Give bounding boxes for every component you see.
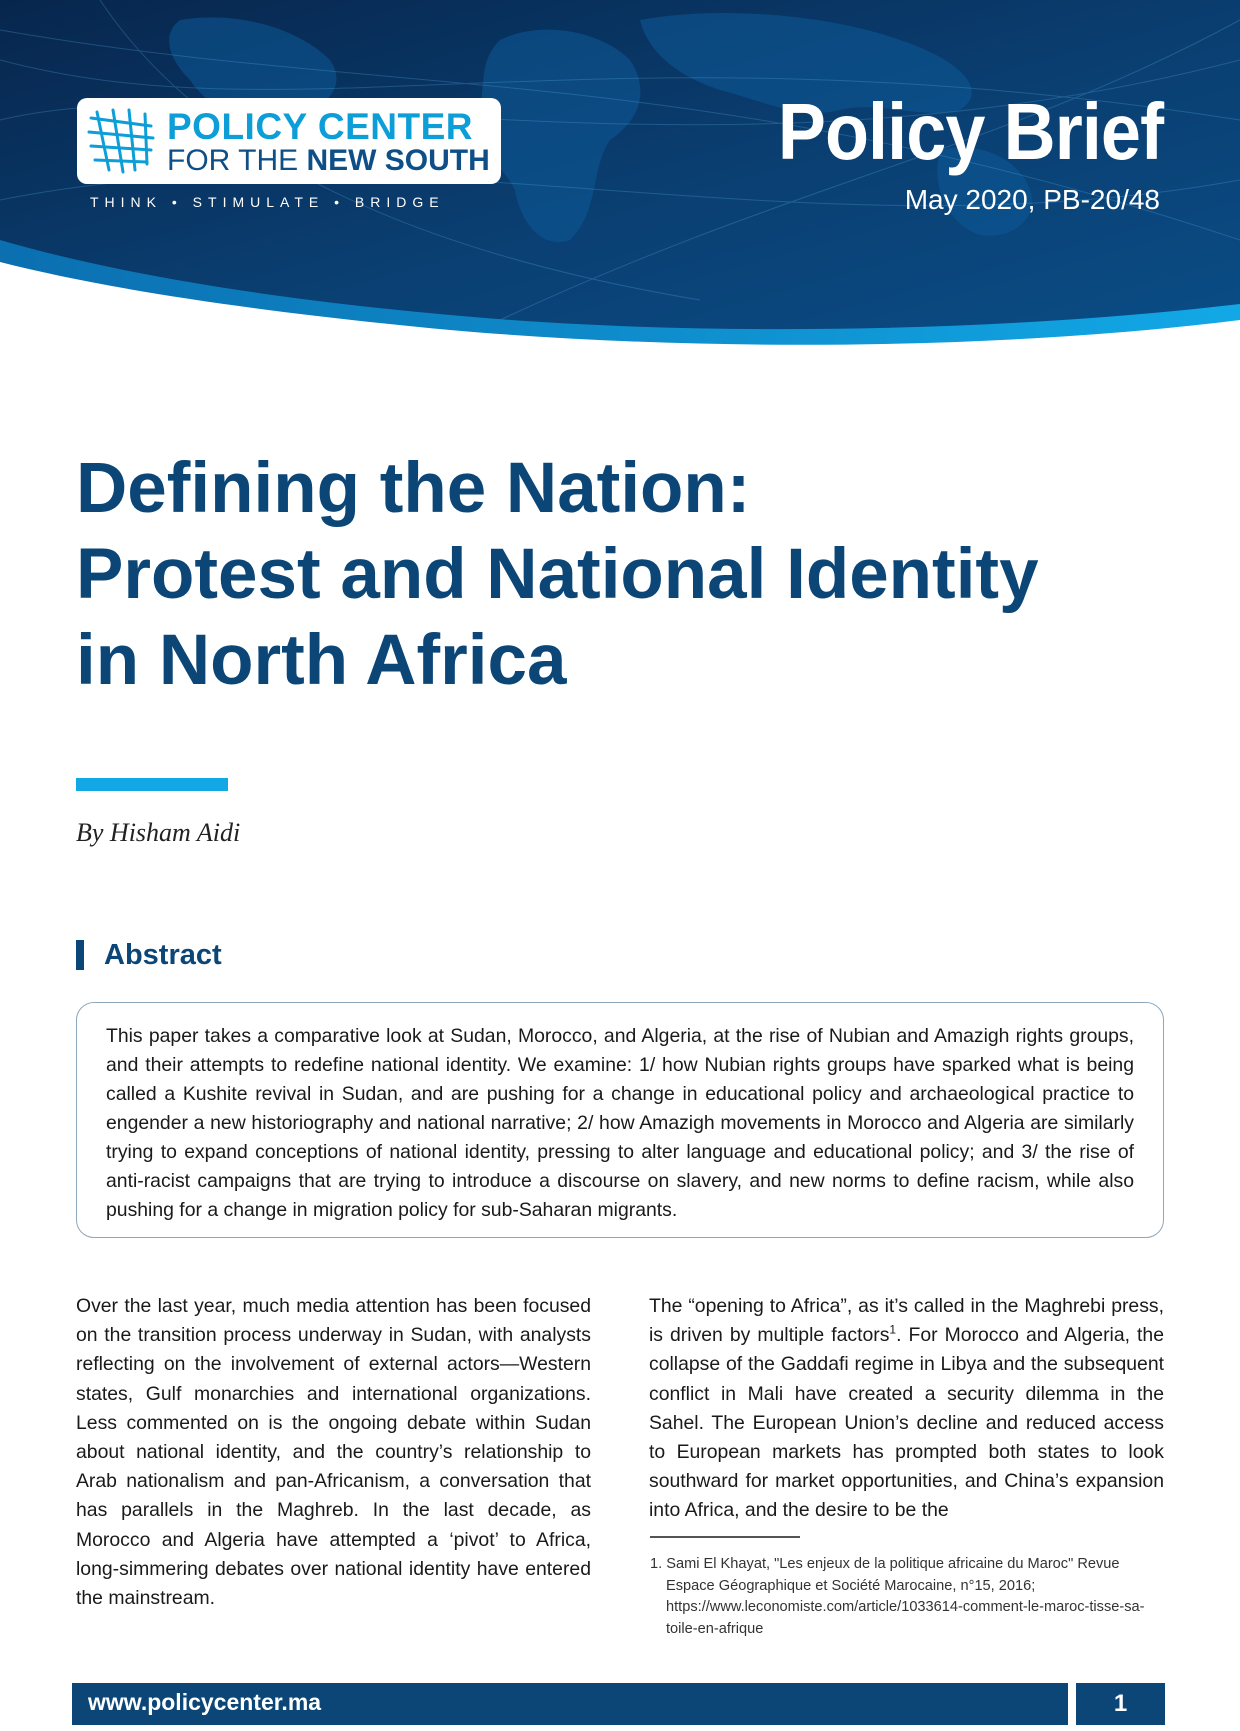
abstract-heading-label: Abstract: [104, 938, 222, 971]
body-column-right: [649, 1292, 1164, 1526]
body-right-text-1: The “opening to Africa”, as it’s called in the Maghrebi press, is driven by multiple factors: [649, 1295, 1164, 1347]
title-line-2: Protest and National Identity: [76, 535, 1039, 614]
logo-line-2: [167, 144, 490, 178]
policy-brief-label: Policy Brief: [777, 87, 1163, 176]
tagline: THINK • STIMULATE • BRIDGE: [90, 194, 445, 210]
logo-line-2-strong: NEW SOUTH: [306, 144, 490, 177]
abstract-text: This paper takes a comparative look at Sudan, Morocco, and Algeria, at the rise of Nubian and Amazigh rights groups, and their attempts to redefine national identity. We examine: 1/ how Nubian rights groups have sparked what is being called a Kushite revival in Sudan, and are pushing for a change in educational policy and archaeological practice to engender a new historiography and national narrative; 2/ how Amazigh movements in Morocco and Algeria are similarly trying to expand conceptions of national identity, pressing to alter language and educational policy; and 3/ the rise of anti-racist campaigns that are trying to introduce a discourse on slavery, and new norms to define racism, while also pushing for a change in migration policy for sub-Saharan migrants.: [106, 1025, 1134, 1221]
footer-url-link[interactable]: www.policycenter.ma: [88, 1689, 322, 1715]
logo-line-1: POLICY CENTER: [167, 106, 473, 147]
brief-date: May 2020, PB-20/48: [904, 184, 1160, 215]
abstract-box: [76, 1002, 1164, 1238]
globe-mesh-icon: [87, 108, 157, 174]
title-accent-rule: [76, 778, 228, 791]
footnote-marker[interactable]: 1: [889, 1322, 897, 1337]
title-line-3: in North Africa: [76, 621, 567, 700]
footnote-separator: [650, 1536, 800, 1538]
logo-line-2-prefix: FOR THE: [167, 144, 299, 177]
footnote-1: 1. Sami El Khayat, "Les enjeux de la politique africaine du Maroc" Revue Espace Géographique et Société Marocaine, n°15, 2016; https://www.leconomiste.com/article/1033614-comment-le-maroc-tisse-sa-toile-en-afrique: [650, 1556, 1145, 1637]
page-number: 1: [1076, 1683, 1165, 1725]
byline: By Hisham Aidi: [76, 818, 241, 847]
document-title: [76, 446, 1176, 704]
logo[interactable]: [77, 98, 501, 184]
title-line-1: Defining the Nation:: [76, 449, 751, 528]
header-banner: [0, 0, 1240, 360]
abstract-heading: [76, 938, 222, 972]
abstract-heading-bar: [76, 940, 84, 970]
body-right-text-2: . For Morocco and Algeria, the collapse of the Gaddafi regime in Libya and the subsequent conflict in Mali have created a security dilemma in the Sahel. The European Union’s decline and reduced access to European markets has prompted both states to look southward for market opportunities, and China’s expansion into Africa, and the desire to be the: [649, 1324, 1164, 1522]
footer-bar: [72, 1683, 1068, 1725]
body-column-left: Over the last year, much media attention has been focused on the transition process underway in Sudan, with analysts reflecting on the involvement of external actors—Western states, Gulf monarchies and international organizations. Less commented on is the ongoing debate within Sudan about national identity, and the country’s relationship to Arab nationalism and pan-Africanism, a conversation that has parallels in the Maghreb. In the last decade, as Morocco and Algeria have attempted a ‘pivot’ to Africa, long-simmering debates over national identity have entered the mainstream.: [76, 1295, 591, 1610]
